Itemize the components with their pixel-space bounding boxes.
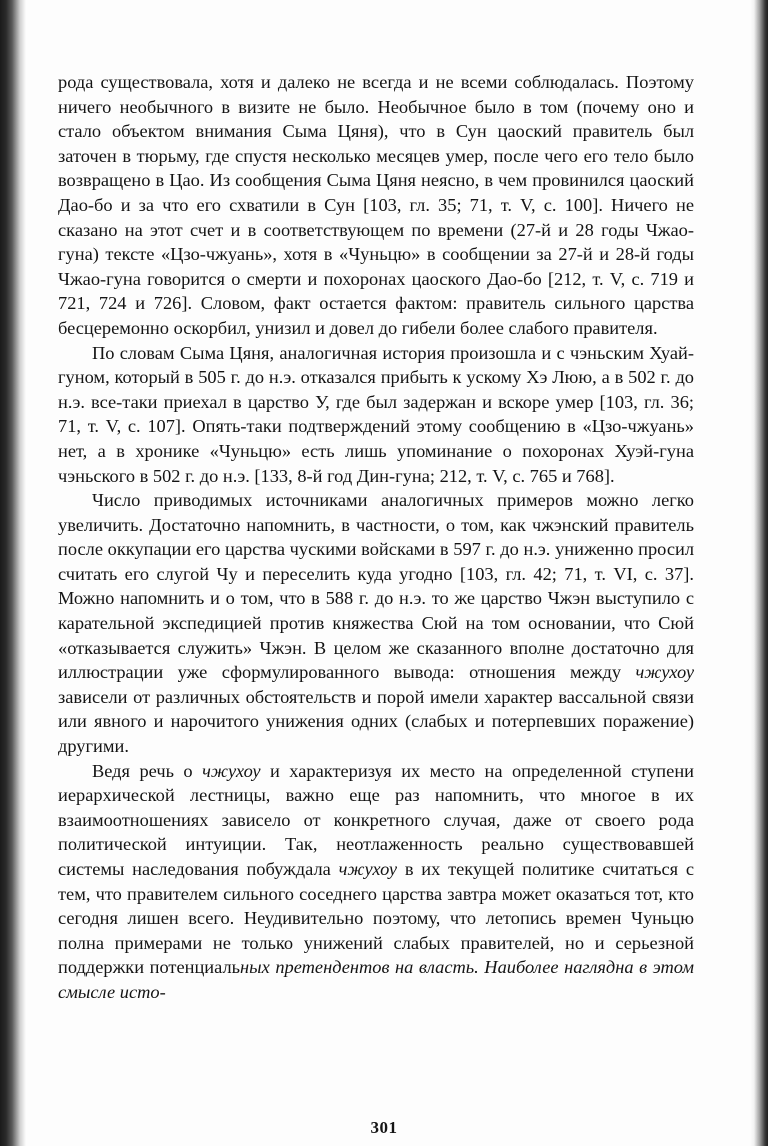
right-scan-shadow <box>750 0 768 1146</box>
paragraph-4-text-c: в их текущей политике считаться с тем, что правителем сильного соседнего царства завтра может оказаться тот, кто сегодня лишен всего. Неудивительно поэтому, что летопись времен Чуньцю полна примерами не только унижений слабых правителей, но и серьезной поддержки потенциаль <box>58 859 694 978</box>
paragraph-2: По словам Сыма Цяня, аналогичная история произошла и с чэньским Хуай-гуном, который в 505 г. до н.э. отказался прибыть к ускому Хэ Люю, а в 502 г. до н.э. все-таки приехал в царство У, где был задержан и вскоре умер [103, гл. 36; 71, т. V, с. 107]. Опять-таки подтверждений этому сообщению в «Цзо-чжуань» нет, а в хронике «Чуньцю» есть лишь упоминание о похоронах Хуэй-гуна чэньского в 502 г. до н.э. [133, 8-й год Дин-гуна; 212, т. V, с. 765 и 768]. <box>58 342 694 486</box>
paragraph-4-italic-tail: ных претендентов на власть. Наиболее наглядна в этом смысле исто- <box>58 957 694 1002</box>
page-number: 301 <box>370 1118 398 1137</box>
paragraph-4-text-b: и характеризуя их место на определенной ступени иерархической лестницы, важно еще раз напомнить, что многое в их взаимоотношениях зависело от конкретного случая, даже от своего рода политической интуиции. Так, неотлаженность реально существовавшей системы наследования побуждала <box>58 760 694 879</box>
paragraph-4-text-a: Ведя речь о <box>92 760 203 781</box>
term-chzhuhou: чжухоу <box>635 662 694 683</box>
term-chzhuhou-2: чжухоу <box>338 859 398 879</box>
paragraph-3 <box>58 488 694 759</box>
paragraph-3-text-a: Число приводимых источниками аналогичных примеров можно легко увеличить. Достаточно напомнить, в частности, о том, как чжэнский правитель после оккупации его царства чускими войсками в 597 г. до н.э. униженно просил считать его слугой Чу и переселить куда угодно [103, гл. 42; 71, т. VI, с. 37]. Можно напомнить и о том, что в 588 г. до н.э. то же царство Чжэн выступило с карательной экспедицией против княжества Сюй на том основании, что Сюй «отказывается служить» Чжэн. В целом же сказанного вполне достаточно для иллюстрации уже сформулированного вывода: отношения между <box>58 490 694 683</box>
body-text <box>58 70 694 1005</box>
paragraph-1: рода существовала, хотя и далеко не всегда и не всеми соблюдалась. Поэтому ничего необычного в визите не было. Необычное было в том (почему оно и стало объектом внимания Сыма Цяня), что в Сун цаоский правитель был заточен в тюрьму, где спустя несколько месяцев умер, после чего его тело было возвращено в Цао. Из сообщения Сыма Цяня неясно, в чем провинился цаоский Дао-бо и за что его схватили в Сун [103, гл. 35; 71, т. V, с. 100]. Ничего не сказано на этот счет и в соответствующем по времени (27-й и 28 годы Чжао-гуна) тексте «Цзо-чжуань», хотя в «Чуньцю» в сообщении за 27-й и 28-й годы Чжао-гуна говорится о смерти и похоронах цаоского Дао-бо [212, т. V, с. 719 и 721, 724 и 726]. Словом, факт остается фактом: правитель сильного царства бесцеремонно оскорбил, унизил и довел до гибели более слабого правителя. <box>58 72 694 338</box>
term-chzhuhou-1: чжухоу <box>202 760 261 781</box>
paragraph-4 <box>58 759 694 1005</box>
left-scan-shadow <box>0 0 26 1146</box>
paragraph-3-text-b: зависели от различных обстоятельств и порой имели характер вассальной связи или явного и нарочитого унижения одних (слабых и потерпевших поражение) другими. <box>58 686 694 757</box>
